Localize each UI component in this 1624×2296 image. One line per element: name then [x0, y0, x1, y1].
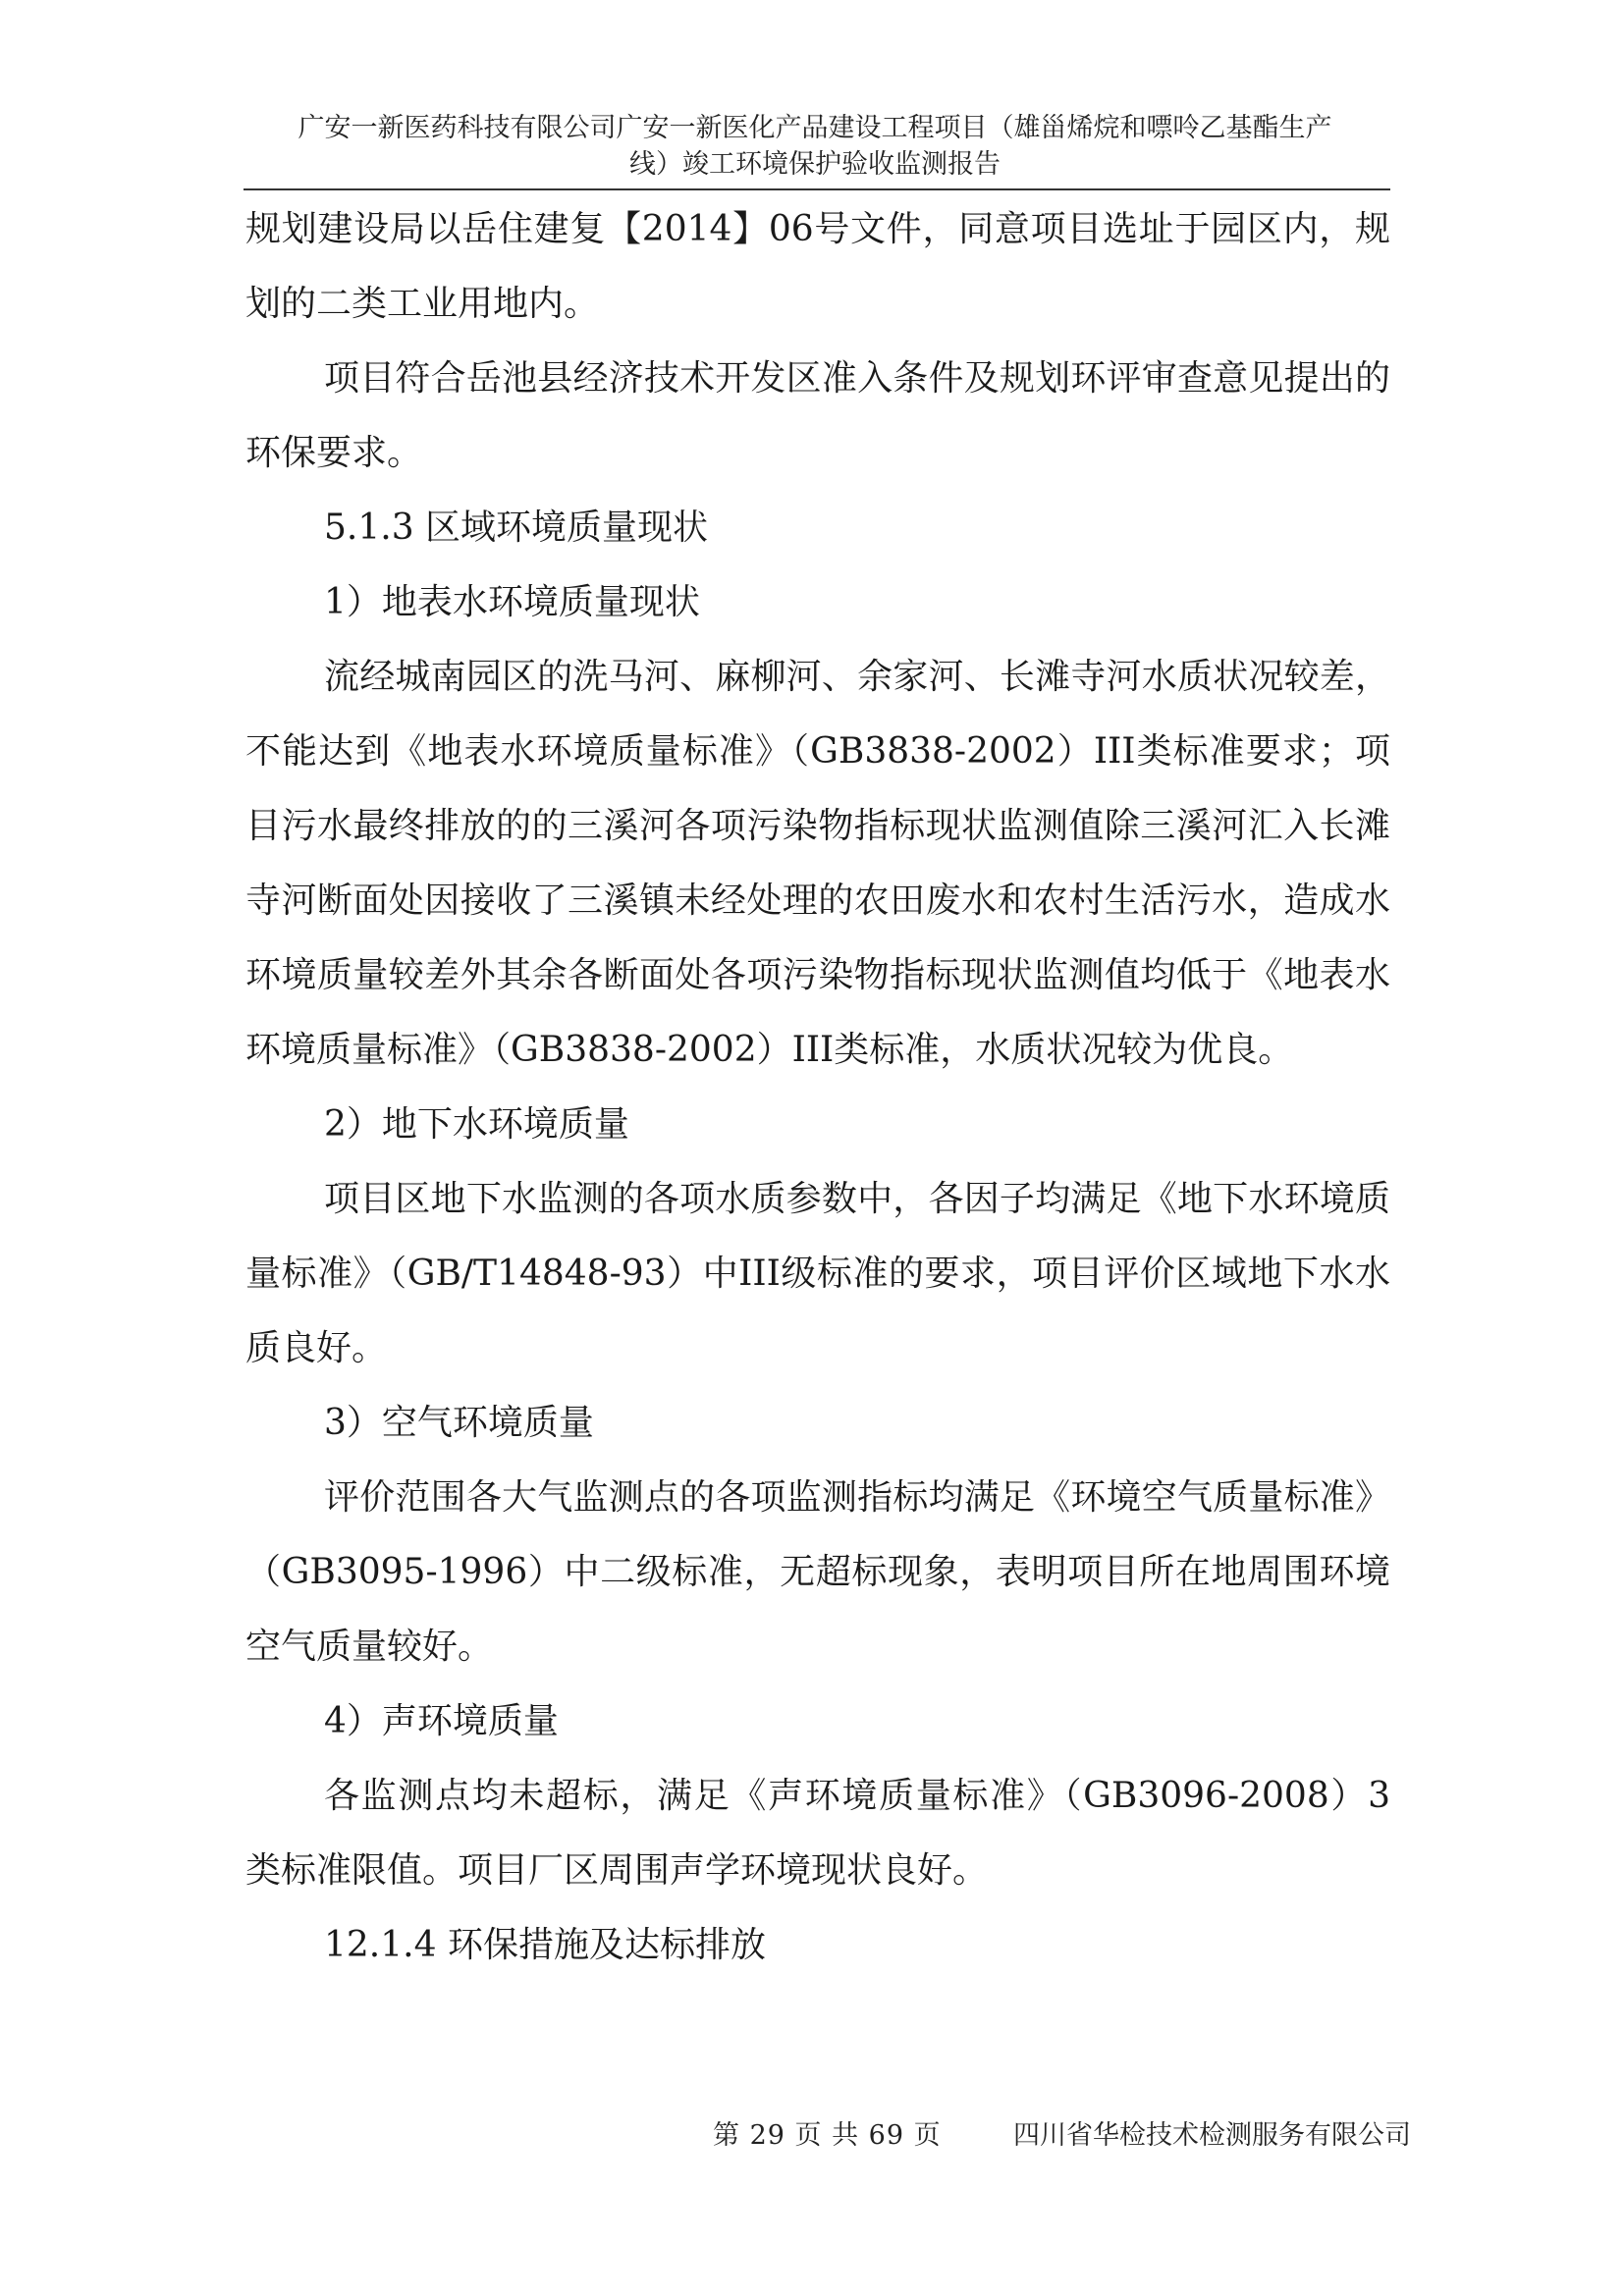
section-heading-5-1-3: 5.1.3 区域环境质量现状: [324, 507, 709, 548]
subheading-groundwater: 2）地下水环境质量: [324, 1104, 629, 1145]
page-number: 第 29 页 共 69 页: [713, 2120, 942, 2151]
subheading-noise: 4）声环境质量: [324, 1701, 559, 1741]
company-name: 四川省华检技术检测服务有限公司: [1013, 2120, 1411, 2151]
paragraph-air: 评价范围各大气监测点的各项监测指标均满足《环境空气质量标准》（GB3095-1996）中二级标准，无超标现象，表明项目所在地周围环境空气质量较好。: [245, 1477, 1390, 1667]
header-divider: [244, 188, 1390, 190]
section-heading-12-1-4: 12.1.4 环保措施及达标排放: [324, 1925, 766, 1965]
subheading-air: 3）空气环境质量: [324, 1403, 594, 1443]
paragraph-compliance: 项目符合岳池县经济技术开发区准入条件及规划环评审查意见提出的环保要求。: [245, 358, 1390, 473]
page-body: [245, 192, 1390, 1983]
header-title-line-2: 线）竣工环境保护验收监测报告: [629, 149, 1001, 180]
paragraph-surface-water: 流经城南园区的洗马河、麻柳河、余家河、长滩寺河水质状况较差，不能达到《地表水环境质量标准》（GB3838-2002）III类标准要求；项目污水最终排放的的三溪河各项污染物指标现状监测值除三溪河汇入长滩寺河断面处因接收了三溪镇未经处理的农田废水和农村生活污水，造成水环境质量较差外其余各断面处各项污染物指标现状监测值均低于《地表水环境质量标准》（GB3838-2002）III类标准，水质状况较为优良。: [245, 657, 1390, 1070]
paragraph-noise: 各监测点均未超标，满足《声环境质量标准》（GB3096-2008）3 类标准限值。项目厂区周围声学环境现状良好。: [245, 1776, 1390, 1891]
header-title-line-1: 广安一新医药科技有限公司广安一新医化产品建设工程项目（雄甾烯烷和嘌呤乙基酯生产: [298, 113, 1332, 143]
report-header: [236, 110, 1394, 183]
paragraph-groundwater: 项目区地下水监测的各项水质参数中，各因子均满足《地下水环境质量标准》（GB/T14848-93）中III级标准的要求，项目评价区域地下水水质良好。: [245, 1179, 1390, 1368]
subheading-surface-water: 1）地表水环境质量现状: [324, 582, 700, 622]
paragraph-site-approval: 规划建设局以岳住建复【2014】06号文件，同意项目选址于园区内，规划的二类工业用地内。: [245, 209, 1390, 324]
